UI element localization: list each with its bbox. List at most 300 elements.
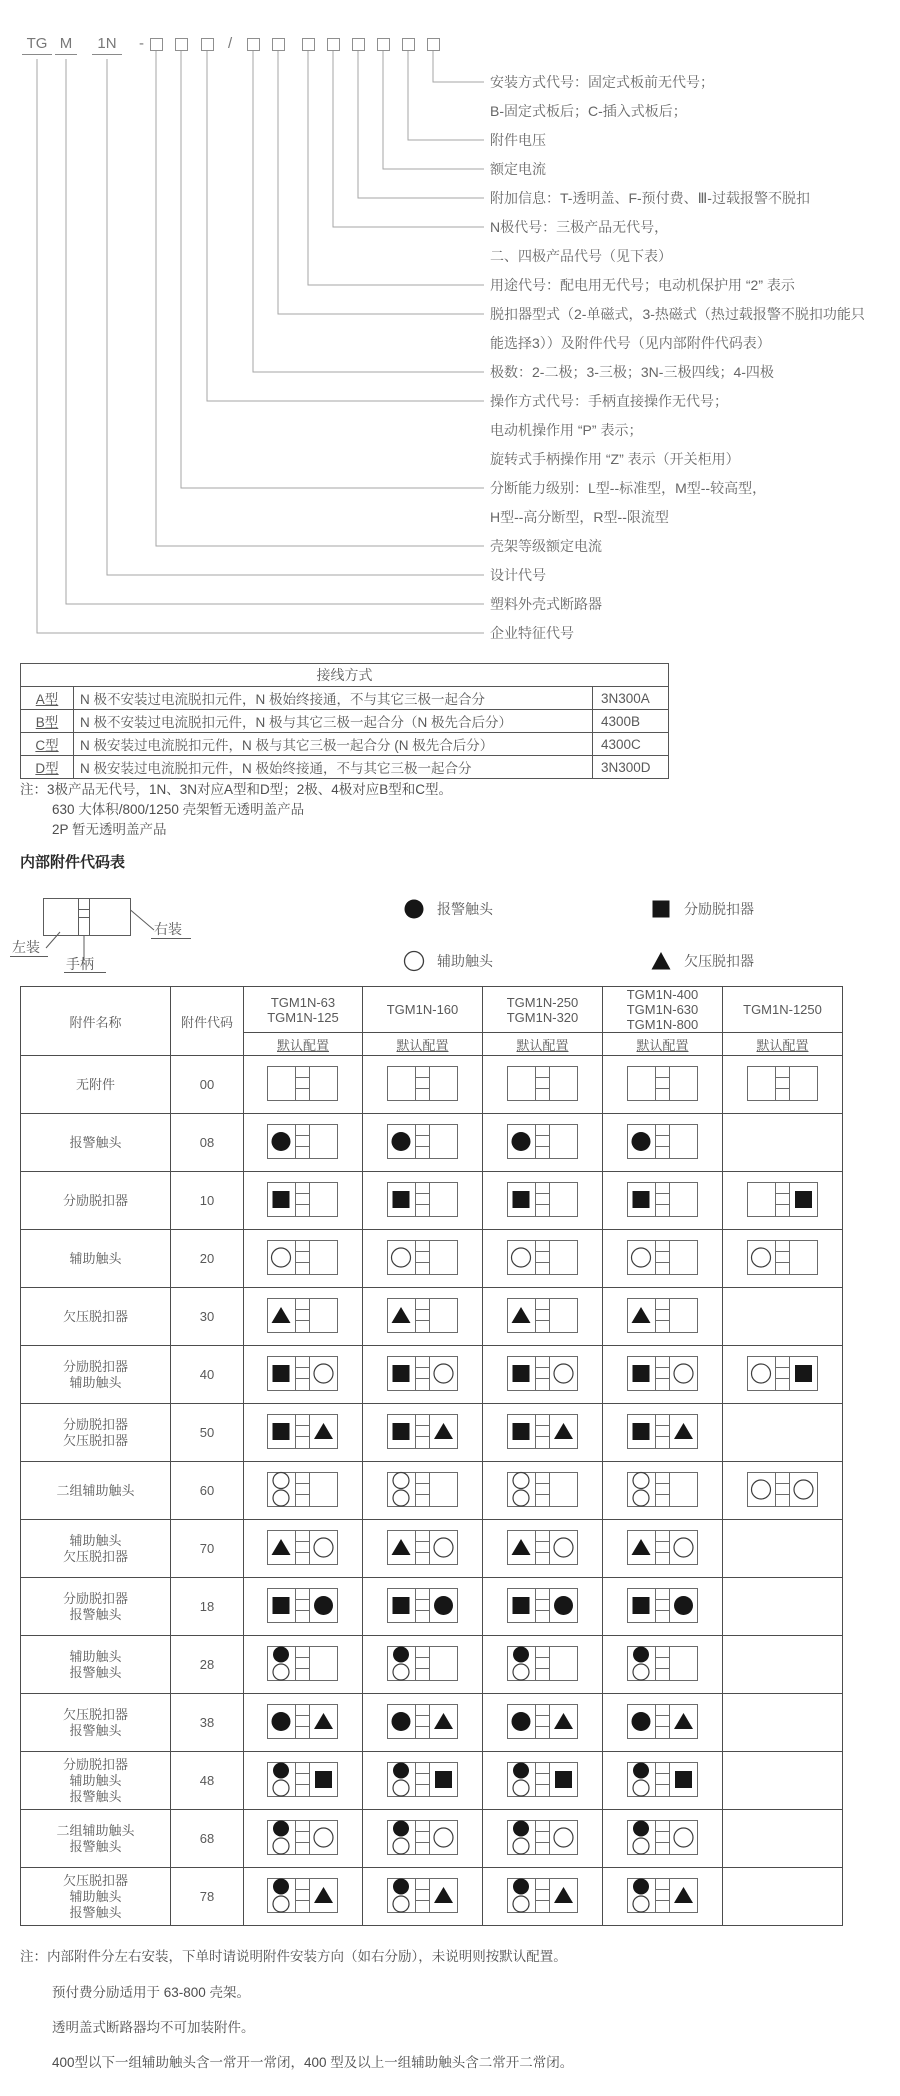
alarm-icon <box>403 898 425 920</box>
breaker-diagram <box>266 1177 340 1222</box>
breaker-diagram <box>266 1815 340 1860</box>
legend-label: 辅助触头 <box>437 953 493 969</box>
breaker-diagram <box>506 1235 580 1280</box>
model-label: 安装方式代号：固定式板前无代号； <box>490 74 714 90</box>
model-name: TGM1N-630 <box>626 1002 699 1017</box>
breaker-diagram <box>266 1699 340 1744</box>
default-config-label: 默认配置 <box>756 1037 809 1053</box>
diagram-cell <box>363 1114 483 1172</box>
diagram-cell <box>244 1810 363 1868</box>
diagram-cell <box>244 1868 363 1926</box>
breaker-diagram <box>746 1061 820 1106</box>
diagram-cell <box>603 1636 723 1694</box>
default-config-label: 默认配置 <box>516 1037 569 1053</box>
diagram-cell <box>603 1578 723 1636</box>
accessory-name-line: 辅助触头 <box>69 1772 122 1788</box>
breaker-diagram <box>626 1293 700 1338</box>
connector-line <box>156 50 484 546</box>
model-code-box <box>327 38 340 51</box>
breaker-diagram <box>386 1409 460 1454</box>
model-label: 用途代号：配电用无代号；电动机保护用 “2” 表示 <box>490 277 795 293</box>
legend-item <box>650 950 754 972</box>
accessory-name-line: 二组辅助触头 <box>56 1482 135 1498</box>
model-code-box <box>150 38 163 51</box>
model-code-box <box>272 38 285 51</box>
diagram-cell <box>363 1288 483 1346</box>
model-code-box <box>175 38 188 51</box>
model-label: H型--高分断型，R型--限流型 <box>490 509 669 525</box>
section-heading: 内部附件代码表 <box>20 854 126 871</box>
accessory-name-line: 报警触头 <box>69 1134 122 1150</box>
accessory-code-cell: 10 <box>171 1172 244 1230</box>
diagram-cell <box>483 1810 603 1868</box>
diagram-cell <box>244 1404 363 1462</box>
accessory-code-cell: 38 <box>171 1694 244 1752</box>
breaker-diagram <box>506 1119 580 1164</box>
column-header-name: 附件名称 <box>21 987 171 1056</box>
diagram-cell <box>244 1288 363 1346</box>
accessory-name-cell <box>21 1462 171 1520</box>
accessory-name-cell <box>21 1752 171 1810</box>
bottom-note-line: 预付费分励适用于 63-800 壳架。 <box>52 1985 251 2000</box>
accessory-code-cell: 50 <box>171 1404 244 1462</box>
mount-right-label: 右装 <box>154 921 182 937</box>
model-label: 分断能力级别：L型--标准型，M型--较高型， <box>490 480 767 496</box>
breaker-diagram <box>506 1699 580 1744</box>
diagram-cell <box>603 1172 723 1230</box>
model-code-box <box>377 38 390 51</box>
diagram-cell <box>483 1230 603 1288</box>
accessory-name-cell <box>21 1520 171 1578</box>
table-row <box>21 1404 843 1462</box>
accessory-name-line: 辅助触头 <box>69 1374 122 1390</box>
diagram-cell <box>363 1520 483 1578</box>
model-code-box <box>247 38 260 51</box>
breaker-diagram <box>386 1467 460 1512</box>
accessory-name-cell <box>21 1404 171 1462</box>
legend-label: 分励脱扣器 <box>684 901 754 917</box>
breaker-diagram <box>266 1061 340 1106</box>
diagram-cell <box>244 1636 363 1694</box>
accessory-code-cell: 78 <box>171 1868 244 1926</box>
model-label: 企业特征代号 <box>490 625 574 641</box>
breaker-diagram <box>506 1409 580 1454</box>
accessory-name-cell <box>21 1056 171 1114</box>
accessory-name-cell <box>21 1694 171 1752</box>
breaker-diagram <box>266 1641 340 1686</box>
accessory-name-cell <box>21 1114 171 1172</box>
diagram-cell <box>244 1462 363 1520</box>
diagram-cell <box>723 1230 843 1288</box>
breaker-diagram <box>266 1873 340 1918</box>
wiring-code: 3N300D <box>593 756 669 779</box>
model-name: TGM1N-63 <box>270 994 336 1010</box>
model-label: 额定电流 <box>490 161 546 177</box>
table-row <box>21 1578 843 1636</box>
breaker-diagram <box>266 1119 340 1164</box>
model-code-box <box>352 38 365 51</box>
table-row <box>21 1694 843 1752</box>
table-row <box>21 1056 843 1114</box>
model-code-letter: TG <box>22 36 52 55</box>
legend-item <box>650 898 754 920</box>
accessory-table-section <box>20 986 843 1926</box>
breaker-diagram <box>746 1235 820 1280</box>
diagram-cell <box>244 1230 363 1288</box>
accessory-code-cell: 28 <box>171 1636 244 1694</box>
accessory-name-cell <box>21 1636 171 1694</box>
breaker-diagram <box>506 1641 580 1686</box>
model-label: 塑料外壳式断路器 <box>490 596 602 612</box>
breaker-diagram <box>506 1467 580 1512</box>
model-code-letter: 1N <box>92 36 122 55</box>
model-label: 设计代号 <box>490 567 546 583</box>
diagram-cell <box>483 1056 603 1114</box>
accessory-name-line: 报警触头 <box>69 1838 122 1854</box>
column-header-model <box>603 987 723 1033</box>
connector-line <box>207 50 484 401</box>
diagram-cell <box>363 1230 483 1288</box>
model-name: TGM1N-125 <box>267 1009 339 1025</box>
diagram-cell <box>244 1114 363 1172</box>
model-label: 二、四极产品代号（见下表） <box>490 248 672 264</box>
model-label: 极数：2-二极；3-三极；3N-三极四线；4-四极 <box>490 364 774 380</box>
breaker-diagram <box>266 1351 340 1396</box>
breaker-diagram <box>626 1641 700 1686</box>
model-label: 旋转式手柄操作用 “Z” 表示（开关柜用） <box>490 451 740 467</box>
diagram-cell <box>723 1114 843 1172</box>
legend-label: 欠压脱扣器 <box>684 953 754 969</box>
accessory-name-cell <box>21 1288 171 1346</box>
wiring-table <box>20 663 669 779</box>
diagram-cell <box>723 1404 843 1462</box>
diagram-cell <box>603 1810 723 1868</box>
connector-line <box>433 50 484 82</box>
diagram-cell <box>483 1114 603 1172</box>
diagram-cell <box>483 1694 603 1752</box>
accessory-code-cell: 40 <box>171 1346 244 1404</box>
diagram-cell <box>723 1636 843 1694</box>
breaker-diagram <box>506 1061 580 1106</box>
breaker-diagram <box>746 1351 820 1396</box>
diagram-cell <box>363 1404 483 1462</box>
accessory-name-cell <box>21 1346 171 1404</box>
diagram-cell <box>483 1346 603 1404</box>
breaker-diagram <box>386 1757 460 1802</box>
accessory-name-line: 二组辅助触头 <box>56 1822 135 1838</box>
accessory-code-cell: 60 <box>171 1462 244 1520</box>
table-row <box>21 1114 843 1172</box>
breaker-diagram <box>386 1641 460 1686</box>
breaker-diagram <box>746 1177 820 1222</box>
diagram-cell <box>723 1810 843 1868</box>
breaker-diagram <box>626 1583 700 1628</box>
breaker-diagram <box>746 1467 820 1512</box>
table-row <box>21 1462 843 1520</box>
table-row <box>21 687 669 710</box>
breaker-diagram <box>626 1119 700 1164</box>
diagram-cell <box>363 1752 483 1810</box>
model-label: B-固定式板后；C-插入式板后； <box>490 103 687 119</box>
legend-item <box>403 898 493 920</box>
diagram-cell <box>723 1520 843 1578</box>
model-name: TGM1N-400 <box>626 987 699 1002</box>
connector-line <box>408 50 484 140</box>
breaker-diagram <box>266 1467 340 1512</box>
wiring-desc: N 极不安装过电流脱扣元件，N 极与其它三极一起合分（N 极先合后分） <box>74 710 593 733</box>
breaker-diagram <box>626 1177 700 1222</box>
diagram-cell <box>483 1520 603 1578</box>
breaker-diagram <box>386 1815 460 1860</box>
connector-line <box>66 59 484 604</box>
breaker-diagram <box>626 1525 700 1570</box>
wiring-code: 4300C <box>593 733 669 756</box>
table-row <box>21 1636 843 1694</box>
diagram-cell <box>723 1346 843 1404</box>
accessory-name-line: 辅助触头 <box>69 1250 122 1266</box>
accessory-name-line: 分励脱扣器 <box>62 1756 128 1772</box>
breaker-diagram <box>506 1525 580 1570</box>
diagram-cell <box>723 1462 843 1520</box>
default-config-label: 默认配置 <box>276 1037 329 1053</box>
diagram-cell <box>603 1288 723 1346</box>
table-row <box>21 1230 843 1288</box>
accessory-name-line: 辅助触头 <box>69 1648 122 1664</box>
breaker-diagram <box>386 1873 460 1918</box>
breaker-diagram <box>386 1351 460 1396</box>
accessory-table <box>20 986 843 1926</box>
breaker-diagram <box>386 1699 460 1744</box>
diagram-cell <box>603 1752 723 1810</box>
diagram-cell <box>723 1694 843 1752</box>
wiring-table-section <box>20 663 669 779</box>
model-label: N极代号：三极产品无代号， <box>490 219 669 235</box>
diagram-cell <box>603 1462 723 1520</box>
accessory-name-line: 欠压脱扣器 <box>62 1308 128 1324</box>
wiring-type: B型 <box>35 715 59 730</box>
legend-item <box>403 950 493 972</box>
connector-line <box>308 50 484 285</box>
diagram-cell <box>603 1346 723 1404</box>
breaker-diagram <box>626 1699 700 1744</box>
model-code-box <box>402 38 415 51</box>
accessory-code-cell: 18 <box>171 1578 244 1636</box>
accessory-name-line: 欠压脱扣器 <box>62 1548 128 1564</box>
diagram-cell <box>363 1462 483 1520</box>
breaker-diagram <box>386 1235 460 1280</box>
table-row <box>21 1752 843 1810</box>
wiring-desc: N 极不安装过电流脱扣元件，N 极始终接通，不与其它三极一起合分 <box>74 687 593 710</box>
accessory-name-cell <box>21 1230 171 1288</box>
wiring-note-line: 630 大体积/800/1250 壳架暂无透明盖产品 <box>52 802 305 817</box>
diagram-cell <box>603 1230 723 1288</box>
wiring-desc: N 极安装过电流脱扣元件，N 极始终接通，不与其它三极一起合分 <box>74 756 593 779</box>
wiring-note-line: 注：3极产品无代号，1N、3N对应A型和D型；2极、4极对应B型和C型。 <box>20 782 453 797</box>
breaker-diagram <box>386 1525 460 1570</box>
legend-label: 报警触头 <box>437 901 493 917</box>
connector-line <box>358 50 484 198</box>
diagram-cell <box>723 1868 843 1926</box>
breaker-diagram <box>626 1467 700 1512</box>
accessory-name-line: 欠压脱扣器 <box>62 1706 128 1722</box>
model-label: 附加信息：T-透明盖、F-预付费、Ⅲ-过载报警不脱扣 <box>490 190 810 206</box>
accessory-name-line: 报警触头 <box>69 1606 122 1622</box>
connector-line <box>107 59 484 575</box>
model-code-box <box>427 38 440 51</box>
model-name: TGM1N-1250 <box>743 1002 822 1017</box>
diagram-cell <box>363 1056 483 1114</box>
breaker-diagram <box>266 1293 340 1338</box>
table-row <box>21 1810 843 1868</box>
diagram-cell <box>363 1636 483 1694</box>
table-row <box>21 1868 843 1926</box>
table-row <box>21 1172 843 1230</box>
breaker-diagram <box>626 1235 700 1280</box>
accessory-code-cell: 08 <box>171 1114 244 1172</box>
accessory-code-cell: 48 <box>171 1752 244 1810</box>
accessory-name-line: 辅助触头 <box>69 1888 122 1904</box>
breaker-diagram <box>386 1061 460 1106</box>
accessory-name-cell <box>21 1578 171 1636</box>
bottom-note-line: 注：内部附件分左右安装，下单时请说明附件安装方向（如右分励），未说明则按默认配置。 <box>20 1949 567 1964</box>
diagram-cell <box>603 1404 723 1462</box>
diagram-cell <box>723 1056 843 1114</box>
diagram-cell <box>603 1694 723 1752</box>
breaker-diagram <box>386 1119 460 1164</box>
wiring-code: 3N300A <box>593 687 669 710</box>
model-name: TGM1N-320 <box>506 1009 579 1025</box>
model-label: 壳架等级额定电流 <box>490 538 602 554</box>
diagram-cell <box>363 1578 483 1636</box>
diagram-cell <box>244 1346 363 1404</box>
table-row <box>21 733 669 756</box>
wiring-type: A型 <box>35 692 59 707</box>
diagram-cell <box>483 1578 603 1636</box>
diagram-cell <box>363 1694 483 1752</box>
accessory-name-line: 报警触头 <box>69 1904 122 1920</box>
accessory-code-cell: 70 <box>171 1520 244 1578</box>
diagram-cell <box>244 1694 363 1752</box>
wiring-table-title: 接线方式 <box>21 664 669 687</box>
accessory-name-line: 无附件 <box>75 1076 115 1092</box>
wiring-note-line: 2P 暂无透明盖产品 <box>52 822 167 837</box>
breaker-diagram <box>386 1583 460 1628</box>
diagram-cell <box>483 1404 603 1462</box>
breaker-diagram <box>506 1351 580 1396</box>
accessory-name-line: 分励脱扣器 <box>62 1416 128 1432</box>
breaker-diagram <box>626 1757 700 1802</box>
column-header-model <box>363 987 483 1033</box>
breaker-diagram <box>386 1177 460 1222</box>
accessory-name-line: 分励脱扣器 <box>62 1590 128 1606</box>
accessory-code-cell: 68 <box>171 1810 244 1868</box>
column-header-model <box>483 987 603 1033</box>
diagram-cell <box>723 1172 843 1230</box>
breaker-diagram <box>626 1815 700 1860</box>
breaker-diagram <box>266 1235 340 1280</box>
aux-icon <box>403 950 425 972</box>
connector-line <box>278 50 484 314</box>
breaker-diagram <box>506 1815 580 1860</box>
diagram-cell <box>483 1288 603 1346</box>
shunt-icon <box>650 898 672 920</box>
accessory-code-cell: 30 <box>171 1288 244 1346</box>
accessory-name-cell <box>21 1172 171 1230</box>
breaker-diagram <box>266 1757 340 1802</box>
breaker-diagram <box>506 1583 580 1628</box>
breaker-diagram <box>506 1293 580 1338</box>
diagram-cell <box>483 1868 603 1926</box>
model-label: 能选择3））及附件代号（见内部附件代码表） <box>490 335 771 351</box>
model-label: 脱扣器型式（2-单磁式，3-热磁式（热过载报警不脱扣功能只 <box>490 306 865 322</box>
model-code-dash: - <box>139 35 144 52</box>
diagram-cell <box>603 1868 723 1926</box>
breaker-diagram <box>386 1293 460 1338</box>
mounting-diagram <box>8 890 258 990</box>
breaker-diagram <box>626 1061 700 1106</box>
model-name: TGM1N-250 <box>506 994 579 1010</box>
uv-icon <box>650 950 672 972</box>
diagram-cell <box>244 1752 363 1810</box>
connector-lines <box>0 0 900 660</box>
wiring-type: D型 <box>35 761 59 776</box>
diagram-cell <box>723 1752 843 1810</box>
diagram-cell <box>363 1346 483 1404</box>
diagram-cell <box>723 1578 843 1636</box>
diagram-cell <box>483 1462 603 1520</box>
table-row <box>21 710 669 733</box>
mount-handle-label: 手柄 <box>66 956 94 972</box>
connector-line <box>253 50 484 372</box>
model-code-box <box>302 38 315 51</box>
diagram-cell <box>483 1636 603 1694</box>
diagram-cell <box>363 1810 483 1868</box>
model-code-letter: M <box>55 36 77 55</box>
diagram-cell <box>363 1868 483 1926</box>
model-label: 附件电压 <box>490 132 546 148</box>
diagram-cell <box>723 1288 843 1346</box>
accessory-name-line: 欠压脱扣器 <box>62 1872 128 1888</box>
model-code-box <box>201 38 214 51</box>
breaker-diagram <box>506 1757 580 1802</box>
breaker-diagram <box>626 1873 700 1918</box>
mount-left-label: 左装 <box>12 939 40 955</box>
accessory-code-cell: 00 <box>171 1056 244 1114</box>
diagram-cell <box>244 1578 363 1636</box>
accessory-name-line: 报警触头 <box>69 1722 122 1738</box>
diagram-cell <box>483 1172 603 1230</box>
breaker-diagram <box>266 1409 340 1454</box>
diagram-cell <box>244 1520 363 1578</box>
table-row <box>21 1520 843 1578</box>
accessory-name-line: 欠压脱扣器 <box>62 1432 128 1448</box>
column-header-code: 附件代码 <box>171 987 244 1056</box>
accessory-name-line: 报警触头 <box>69 1788 122 1804</box>
connector-line <box>37 59 484 633</box>
accessory-name-line: 报警触头 <box>69 1664 122 1680</box>
breaker-diagram <box>626 1409 700 1454</box>
accessory-name-line: 分励脱扣器 <box>62 1358 128 1374</box>
table-row <box>21 1346 843 1404</box>
accessory-name-line: 辅助触头 <box>69 1532 122 1548</box>
diagram-cell <box>603 1056 723 1114</box>
diagram-cell <box>244 1056 363 1114</box>
accessory-name-cell <box>21 1868 171 1926</box>
table-row <box>21 756 669 779</box>
column-header-model <box>244 987 363 1033</box>
bottom-note-line: 透明盖式断路器均不可加装附件。 <box>52 2020 255 2035</box>
accessory-code-cell: 20 <box>171 1230 244 1288</box>
